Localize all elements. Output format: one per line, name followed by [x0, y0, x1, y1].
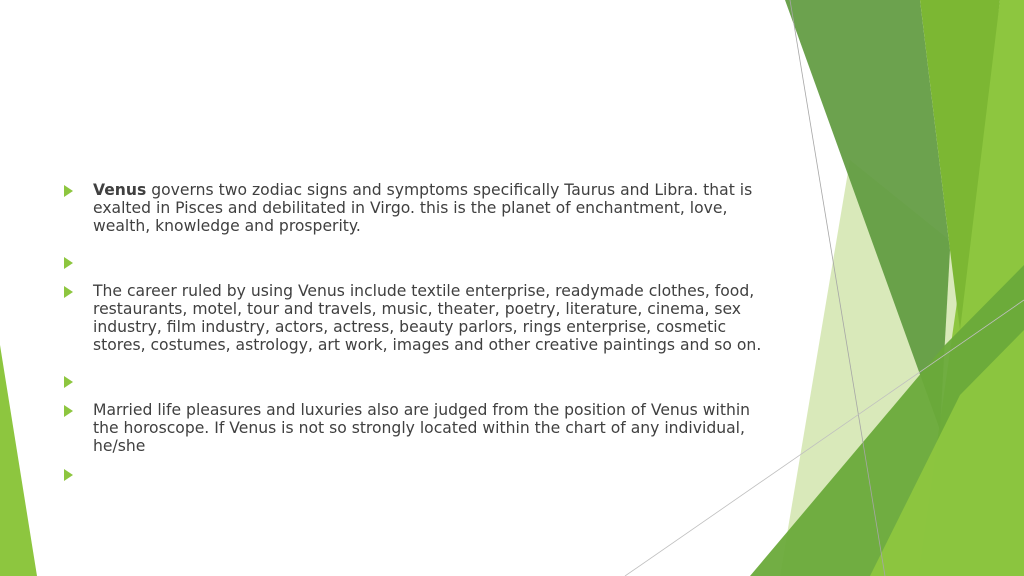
bullet-arrow-icon — [64, 185, 73, 197]
bullet-item-venus — [64, 182, 764, 235]
bullet-arrow-icon — [64, 376, 73, 388]
bullet-body-text: governs two zodiac signs and symptoms specifically Taurus and Libra. that is exalted in Pisces and debilitated in Virgo. this is the planet of enchantment, love, wealth, knowledge and prosperity. — [93, 181, 753, 235]
bullet-item-empty-3 — [64, 466, 764, 484]
bullet-text — [93, 466, 764, 484]
bullet-arrow-icon — [64, 469, 73, 481]
bullet-arrow-icon — [64, 286, 73, 298]
bullet-item-married-life — [64, 402, 764, 455]
bullet-text: The career ruled by using Venus include textile enterprise, readymade clothes, food, restaurants, motel, tour and travels, music, theater, poetry, literature, cinema, sex industry, film industry, actors, actress, beauty parlors, rings enterprise, cosmetic stores, costumes, astrology, art work, images and other creative paintings and so on. — [93, 282, 762, 354]
bullet-text — [93, 182, 764, 235]
bullet-arrow-icon — [64, 405, 73, 417]
bullet-arrow-icon — [64, 257, 73, 269]
bullet-item-career — [64, 283, 764, 354]
bullet-item-empty-2 — [64, 373, 764, 391]
bullet-item-empty-1 — [64, 254, 764, 272]
left-edge-green-triangle — [0, 345, 37, 576]
bold-word: Venus — [93, 181, 147, 199]
bullet-text — [93, 373, 764, 391]
bullet-list — [64, 182, 764, 483]
bullet-text — [93, 254, 764, 272]
bullet-text: Married life pleasures and luxuries also are judged from the position of Venus within the horoscope. If Venus is not so strongly located within the chart of any individual, he/she — [93, 401, 751, 455]
